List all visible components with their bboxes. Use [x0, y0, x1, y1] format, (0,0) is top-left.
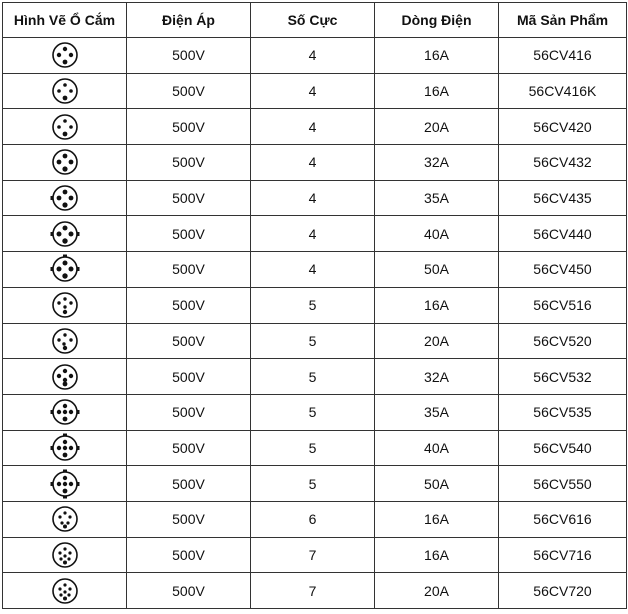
socket-5pin-16a-icon — [49, 289, 81, 321]
poles-cell: 6 — [251, 501, 375, 537]
product-code-cell: 56CV535 — [499, 394, 627, 430]
socket-drawing-cell — [3, 537, 127, 573]
table-row — [3, 145, 627, 181]
socket-5pin-32a-icon — [49, 361, 81, 393]
product-code-cell: 56CV540 — [499, 430, 627, 466]
socket-drawing-cell — [3, 216, 127, 252]
socket-drawing-cell — [3, 180, 127, 216]
table-row — [3, 323, 627, 359]
header-socket-drawing: Hình Vẽ Ổ Cắm — [3, 3, 127, 38]
voltage-cell: 500V — [127, 216, 251, 252]
table-body — [3, 38, 627, 609]
socket-drawing-cell — [3, 287, 127, 323]
product-code-cell: 56CV420 — [499, 109, 627, 145]
socket-drawing-cell — [3, 359, 127, 395]
socket-5pin-35a-icon — [49, 396, 81, 428]
table-row — [3, 38, 627, 74]
voltage-cell: 500V — [127, 180, 251, 216]
current-cell: 16A — [375, 501, 499, 537]
current-cell: 16A — [375, 73, 499, 109]
poles-cell: 5 — [251, 287, 375, 323]
current-cell: 16A — [375, 38, 499, 74]
socket-drawing-cell — [3, 430, 127, 466]
socket-drawing-cell — [3, 466, 127, 502]
product-code-cell: 56CV550 — [499, 466, 627, 502]
current-cell: 35A — [375, 394, 499, 430]
product-code-cell: 56CV450 — [499, 252, 627, 288]
voltage-cell: 500V — [127, 109, 251, 145]
voltage-cell: 500V — [127, 466, 251, 502]
table-row — [3, 252, 627, 288]
current-cell: 32A — [375, 145, 499, 181]
header-product-code: Mã Sản Phẩm — [499, 3, 627, 38]
header-current: Dòng Điện — [375, 3, 499, 38]
socket-5pin-40a-icon — [49, 432, 81, 464]
voltage-cell: 500V — [127, 38, 251, 74]
poles-cell: 5 — [251, 430, 375, 466]
voltage-cell: 500V — [127, 73, 251, 109]
socket-4pin-35a-icon — [49, 182, 81, 214]
socket-5pin-50a-icon — [49, 468, 81, 500]
socket-4pin-40a-icon — [49, 218, 81, 250]
socket-drawing-cell — [3, 38, 127, 74]
current-cell: 20A — [375, 323, 499, 359]
voltage-cell: 500V — [127, 323, 251, 359]
product-code-cell: 56CV432 — [499, 145, 627, 181]
table-row — [3, 466, 627, 502]
table-row — [3, 287, 627, 323]
poles-cell: 4 — [251, 216, 375, 252]
product-code-cell: 56CV716 — [499, 537, 627, 573]
product-code-cell: 56CV516 — [499, 287, 627, 323]
current-cell: 20A — [375, 573, 499, 609]
product-code-cell: 56CV532 — [499, 359, 627, 395]
socket-7pin-16a-icon — [49, 539, 81, 571]
voltage-cell: 500V — [127, 537, 251, 573]
poles-cell: 4 — [251, 38, 375, 74]
table-row — [3, 73, 627, 109]
socket-7pin-20a-icon — [49, 575, 81, 607]
product-code-cell: 56CV435 — [499, 180, 627, 216]
socket-drawing-cell — [3, 73, 127, 109]
socket-4pin-16a-icon — [49, 39, 81, 71]
socket-drawing-cell — [3, 394, 127, 430]
table-row — [3, 180, 627, 216]
socket-drawing-cell — [3, 252, 127, 288]
current-cell: 40A — [375, 430, 499, 466]
poles-cell: 4 — [251, 109, 375, 145]
product-code-cell: 56CV416K — [499, 73, 627, 109]
voltage-cell: 500V — [127, 252, 251, 288]
socket-4pin-50a-icon — [49, 253, 81, 285]
current-cell: 20A — [375, 109, 499, 145]
current-cell: 50A — [375, 252, 499, 288]
socket-4pin-16a-k-icon — [49, 75, 81, 107]
poles-cell: 5 — [251, 466, 375, 502]
product-code-cell: 56CV416 — [499, 38, 627, 74]
voltage-cell: 500V — [127, 501, 251, 537]
socket-4pin-32a-icon — [49, 146, 81, 178]
current-cell: 50A — [375, 466, 499, 502]
table-row — [3, 537, 627, 573]
socket-spec-table — [2, 2, 627, 609]
poles-cell: 5 — [251, 394, 375, 430]
current-cell: 40A — [375, 216, 499, 252]
poles-cell: 7 — [251, 537, 375, 573]
current-cell: 32A — [375, 359, 499, 395]
table-row — [3, 394, 627, 430]
socket-4pin-20a-icon — [49, 111, 81, 143]
socket-drawing-cell — [3, 501, 127, 537]
socket-drawing-cell — [3, 109, 127, 145]
voltage-cell: 500V — [127, 145, 251, 181]
socket-drawing-cell — [3, 573, 127, 609]
table-row — [3, 501, 627, 537]
table-row — [3, 359, 627, 395]
table-row — [3, 573, 627, 609]
table-row — [3, 430, 627, 466]
poles-cell: 7 — [251, 573, 375, 609]
poles-cell: 4 — [251, 180, 375, 216]
header-voltage: Điện Áp — [127, 3, 251, 38]
table-row — [3, 109, 627, 145]
product-code-cell: 56CV616 — [499, 501, 627, 537]
voltage-cell: 500V — [127, 359, 251, 395]
product-code-cell: 56CV520 — [499, 323, 627, 359]
socket-6pin-16a-icon — [49, 503, 81, 535]
current-cell: 16A — [375, 287, 499, 323]
poles-cell: 5 — [251, 359, 375, 395]
table-header-row — [3, 3, 627, 38]
socket-5pin-20a-icon — [49, 325, 81, 357]
product-code-cell: 56CV440 — [499, 216, 627, 252]
poles-cell: 4 — [251, 145, 375, 181]
current-cell: 35A — [375, 180, 499, 216]
socket-drawing-cell — [3, 145, 127, 181]
poles-cell: 4 — [251, 73, 375, 109]
table-row — [3, 216, 627, 252]
header-poles: Số Cực — [251, 3, 375, 38]
current-cell: 16A — [375, 537, 499, 573]
poles-cell: 4 — [251, 252, 375, 288]
poles-cell: 5 — [251, 323, 375, 359]
socket-drawing-cell — [3, 323, 127, 359]
product-code-cell: 56CV720 — [499, 573, 627, 609]
voltage-cell: 500V — [127, 430, 251, 466]
voltage-cell: 500V — [127, 573, 251, 609]
voltage-cell: 500V — [127, 394, 251, 430]
voltage-cell: 500V — [127, 287, 251, 323]
